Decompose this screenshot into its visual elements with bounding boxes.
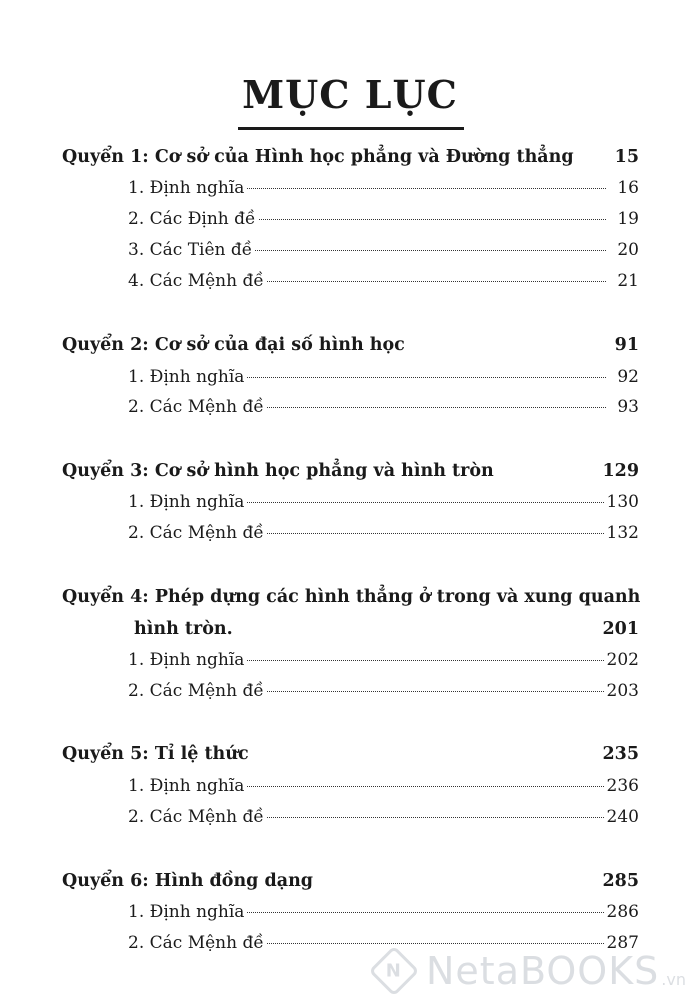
book-page-number: 91: [614, 335, 639, 355]
dot-leader: [255, 249, 606, 251]
book-heading-label: Quyển 3: Cơ sở hình học phẳng và hình tròn: [62, 461, 494, 481]
watermark-logo-icon: [369, 946, 420, 997]
watermark-logo: [368, 948, 698, 994]
book-4-heading: [62, 586, 639, 608]
entry-label: 1. Định nghĩa: [128, 178, 245, 198]
entry-page-number: 203: [606, 681, 639, 701]
book-heading-label: Quyển 4: Phép dựng các hình thẳng ở trong và xung quanh: [62, 587, 641, 607]
entry-page-number: 240: [606, 807, 639, 827]
entry-page-number: 130: [606, 492, 639, 512]
dot-leader: [267, 532, 604, 534]
entry-label: 2. Các Mệnh đề: [128, 807, 264, 827]
entry-label: 2. Các Mệnh đề: [128, 933, 264, 953]
toc-entry: [128, 396, 639, 418]
entry-page-number: 93: [617, 397, 639, 417]
dot-leader: [267, 942, 604, 944]
toc-entry: [128, 270, 639, 292]
title-underline: [238, 127, 464, 130]
dot-leader: [247, 187, 606, 189]
toc-entry: [128, 208, 639, 230]
toc-entry: [128, 649, 639, 671]
book-page-number: 285: [602, 871, 639, 891]
dot-leader: [267, 280, 606, 282]
entry-label: 2. Các Mệnh đề: [128, 681, 264, 701]
dot-leader: [267, 406, 606, 408]
book-page-number: 15: [614, 147, 639, 167]
toc-entry: [128, 491, 639, 513]
entry-label: 2. Các Định đề: [128, 209, 256, 229]
book-heading-label: Quyển 2: Cơ sở của đại số hình học: [62, 335, 405, 355]
book-page-number: 201: [602, 619, 639, 639]
entry-page-number: 132: [606, 523, 639, 543]
book-heading-label: Quyển 6: Hình đồng dạng: [62, 871, 314, 891]
book-3-heading: [62, 460, 639, 482]
entry-label: 4. Các Mệnh đề: [128, 271, 264, 291]
book-6-heading: [62, 870, 639, 892]
book-heading-label: Quyển 5: Tỉ lệ thức: [62, 744, 249, 764]
watermark-suffix: .vn: [661, 969, 686, 989]
entry-label: 1. Định nghĩa: [128, 367, 245, 387]
book-heading-continuation: hình tròn.: [134, 619, 233, 639]
entry-page-number: 236: [606, 776, 639, 796]
entry-label: 3. Các Tiên đề: [128, 240, 253, 260]
book-1-heading: [62, 146, 639, 168]
toc-entry: [128, 775, 639, 797]
watermark-mark-letter: N: [386, 960, 402, 982]
entry-label: 1. Định nghĩa: [128, 650, 245, 670]
toc-entry: [128, 680, 639, 702]
entry-page-number: 287: [606, 933, 639, 953]
book-2-heading: [62, 334, 639, 356]
entry-page-number: 20: [617, 240, 639, 260]
page-title: MỤC LỤC: [242, 72, 458, 117]
entry-page-number: 286: [606, 902, 639, 922]
watermark-text: NetaBOOKS: [426, 949, 660, 993]
entry-page-number: 19: [617, 209, 639, 229]
book-5-heading: [62, 743, 639, 765]
dot-leader: [267, 690, 604, 692]
book-4-heading-cont: [134, 618, 639, 640]
entry-page-number: 92: [617, 367, 639, 387]
entry-page-number: 16: [617, 178, 639, 198]
entry-label: 2. Các Mệnh đề: [128, 397, 264, 417]
toc-entry: [128, 806, 639, 828]
dot-leader: [247, 376, 606, 378]
toc-entry: [128, 177, 639, 199]
book-page-number: 129: [602, 461, 639, 481]
toc-entry: [128, 366, 639, 388]
dot-leader: [267, 816, 604, 818]
dot-leader: [247, 785, 603, 787]
book-page-number: 235: [602, 744, 639, 764]
toc-entry: [128, 239, 639, 261]
entry-page-number: 21: [617, 271, 639, 291]
entry-page-number: 202: [606, 650, 639, 670]
entry-label: 1. Định nghĩa: [128, 492, 245, 512]
book-heading-label: Quyển 1: Cơ sở của Hình học phẳng và Đường thẳng: [62, 147, 574, 167]
dot-leader: [259, 218, 607, 220]
entry-label: 1. Định nghĩa: [128, 902, 245, 922]
dot-leader: [247, 501, 603, 503]
toc-entry: [128, 901, 639, 923]
toc-entry: [128, 522, 639, 544]
entry-label: 2. Các Mệnh đề: [128, 523, 264, 543]
dot-leader: [247, 659, 603, 661]
entry-label: 1. Định nghĩa: [128, 776, 245, 796]
dot-leader: [247, 911, 603, 913]
